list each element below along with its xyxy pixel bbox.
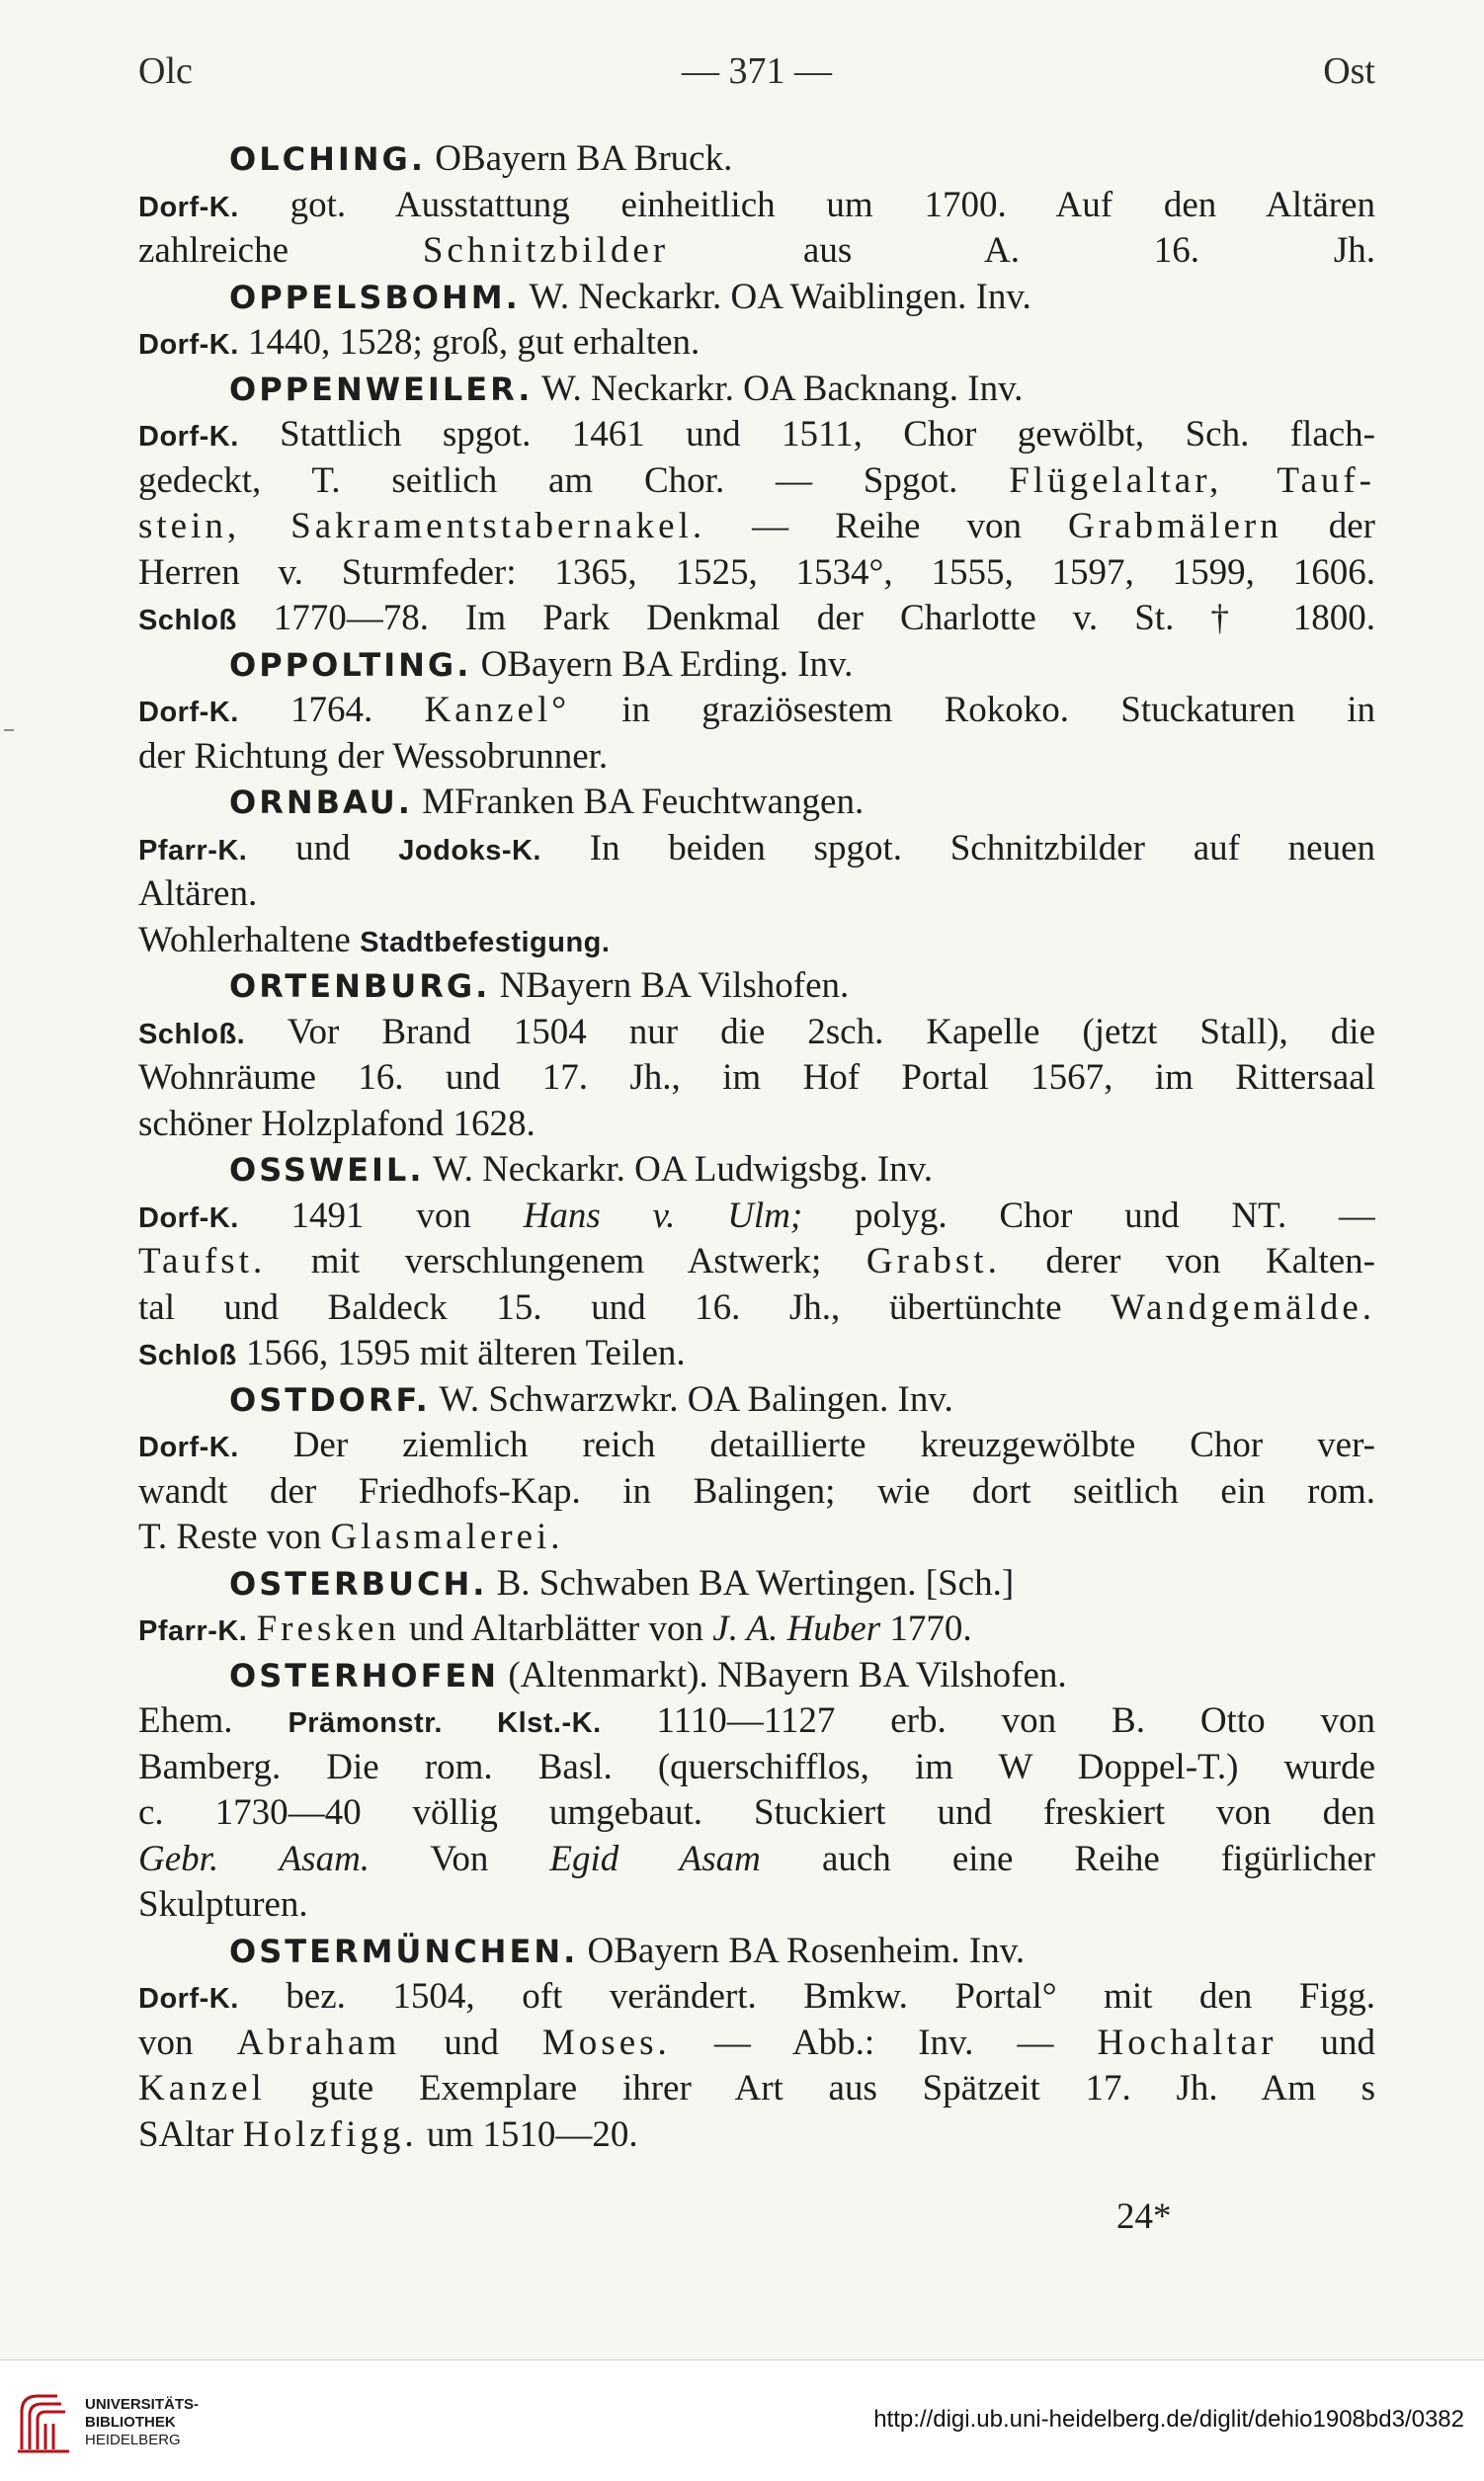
text-run: OBayern BA Bruck. bbox=[425, 138, 733, 179]
text-run: und bbox=[247, 827, 399, 868]
text-line bbox=[138, 1929, 1375, 1975]
text-line bbox=[138, 596, 1375, 642]
library-name-line2: BIBLIOTHEK bbox=[85, 2414, 176, 2431]
text-run: Ehem. bbox=[138, 1700, 289, 1741]
text-line bbox=[138, 1469, 1375, 1516]
text-run: stein, Sakramentstabernakel. bbox=[138, 506, 706, 546]
text-run: Egid Asam bbox=[549, 1838, 761, 1879]
place-name: OPPELSBOHM. bbox=[229, 278, 521, 316]
text-line bbox=[138, 734, 1375, 781]
text-run: von bbox=[138, 2022, 237, 2063]
margin-mark bbox=[4, 729, 14, 731]
keyword: Dorf-K. bbox=[138, 329, 239, 361]
text-line bbox=[138, 412, 1375, 458]
text-run: (Altenmarkt). NBayern BA Vilshofen. bbox=[499, 1654, 1067, 1695]
text-line bbox=[138, 1194, 1375, 1240]
text-line bbox=[138, 1377, 1375, 1424]
text-line bbox=[138, 183, 1375, 229]
text-run: in graziösestem Rokoko. Stuckaturen in bbox=[570, 690, 1375, 730]
text-run: OBayern BA Rosenheim. Inv. bbox=[578, 1930, 1026, 1971]
place-name: OSSWEIL. bbox=[229, 1151, 425, 1189]
text-run: 1110—1127 erb. von B. Otto von bbox=[601, 1700, 1375, 1741]
text-run: derer von Kalten- bbox=[1000, 1241, 1375, 1282]
text-run: Flügelaltar, Tauf- bbox=[1009, 459, 1375, 501]
text-run: 1566, 1595 mit älteren Teilen. bbox=[236, 1333, 686, 1373]
place-name: ORTENBURG. bbox=[229, 967, 491, 1005]
text-line bbox=[138, 1239, 1375, 1285]
page-number: — 371 — bbox=[682, 50, 832, 92]
footer-bar bbox=[0, 2360, 1484, 2481]
place-name: OSTERHOFEN bbox=[229, 1656, 500, 1695]
text-run: got. Ausstattung einheitlich um 1700. Auf den Altären bbox=[238, 184, 1375, 225]
place-name: ORNBAU. bbox=[229, 784, 413, 821]
text-run: — Abb.: Inv. — bbox=[670, 2022, 1098, 2063]
text-run: J. A. Huber bbox=[712, 1609, 881, 1649]
text-line bbox=[138, 136, 1375, 183]
text-run: Moses. bbox=[541, 2022, 671, 2063]
text-line bbox=[138, 504, 1375, 550]
text-line bbox=[138, 1561, 1375, 1608]
keyword: Schloß. bbox=[138, 1018, 246, 1050]
text-run: OBayern BA Erding. Inv. bbox=[471, 643, 854, 685]
text-run: Wohlerhaltene bbox=[138, 919, 361, 960]
text-line bbox=[138, 1698, 1375, 1745]
text-line bbox=[138, 1837, 1375, 1883]
text-run: W. Neckarkr. OA Ludwigsbg. Inv. bbox=[424, 1149, 933, 1190]
keyword: Pfarr-K. bbox=[138, 1615, 248, 1647]
text-run: In beiden spgot. Schnitzbilder auf neuen bbox=[540, 827, 1375, 868]
text-line bbox=[138, 1423, 1375, 1469]
place-name: OPPOLTING. bbox=[229, 645, 472, 684]
keyword: Jodoks-K. bbox=[398, 834, 541, 867]
text-run: Stattlich spgot. 1461 und 1511, Chor gewölbt, Sch. flach- bbox=[238, 414, 1375, 455]
text-run: 1491 von bbox=[238, 1195, 524, 1236]
text-run: 1764. bbox=[238, 690, 425, 730]
text-line bbox=[138, 780, 1375, 826]
text-run: zahlreiche bbox=[138, 230, 423, 271]
text-run: Gebr. Asam. bbox=[138, 1838, 371, 1879]
text-run: Von bbox=[370, 1838, 550, 1879]
text-run: SAltar bbox=[138, 2113, 243, 2155]
text-run: T. Reste von bbox=[138, 1517, 331, 1557]
keyword: Dorf-K. bbox=[138, 1432, 239, 1463]
text-run: MFranken BA Feuchtwangen. bbox=[412, 782, 865, 822]
keyword: Dorf-K. bbox=[138, 421, 239, 453]
keyword: Pfarr-K. bbox=[138, 834, 248, 867]
text-line bbox=[138, 1102, 1375, 1148]
text-run: Holzfigg. bbox=[242, 2113, 418, 2155]
keyword: Stadtbefestigung. bbox=[360, 926, 611, 958]
text-run: und Altarblätter von bbox=[399, 1609, 713, 1649]
text-run: polyg. Chor und NT. — bbox=[802, 1195, 1375, 1236]
keyword: Dorf-K. bbox=[138, 1983, 239, 2015]
header-right: Ost bbox=[1323, 50, 1375, 92]
text-run: Kanzel° bbox=[424, 690, 571, 730]
place-name: OPPENWEILER. bbox=[229, 370, 534, 408]
text-line bbox=[138, 1285, 1375, 1332]
text-line bbox=[138, 826, 1375, 872]
text-line bbox=[138, 2112, 1375, 2159]
text-run: Grabmälern bbox=[1068, 506, 1282, 546]
text-run: und bbox=[1277, 2022, 1375, 2063]
text-line bbox=[138, 871, 1375, 918]
text-line bbox=[138, 1745, 1375, 1791]
text-run: und bbox=[400, 2022, 542, 2063]
text-run: 1770. bbox=[880, 1609, 972, 1649]
keyword: Schloß bbox=[138, 605, 237, 636]
text-run: Herren v. Sturmfeder: 1365, 1525, 1534°, 1555, 1597, 1599, 1606. bbox=[138, 551, 1375, 593]
text-line bbox=[138, 2021, 1375, 2067]
text-line bbox=[138, 688, 1375, 734]
place-name: OSTERMÜNCHEN. bbox=[229, 1932, 579, 1970]
library-name-line3: HEIDELBERG bbox=[85, 2432, 181, 2448]
library-name-line1: UNIVERSITÄTS- bbox=[85, 2396, 200, 2413]
text-line bbox=[138, 367, 1375, 413]
text-run: Hochaltar bbox=[1097, 2022, 1278, 2063]
text-line bbox=[138, 1055, 1375, 1102]
text-line bbox=[138, 320, 1375, 367]
text-run: W. Neckarkr. OA Backnang. Inv. bbox=[533, 368, 1024, 409]
keyword: Dorf-K. bbox=[138, 1201, 239, 1234]
running-header bbox=[138, 49, 1375, 109]
text-run: Fresken bbox=[256, 1609, 400, 1649]
library-name bbox=[85, 2396, 199, 2449]
text-run: Bamberg. Die rom. Basl. (querschifflos, im W Doppel-T.) wurde bbox=[138, 1746, 1375, 1787]
text-line bbox=[138, 1882, 1375, 1929]
text-line bbox=[138, 550, 1375, 597]
text-run: Kanzel bbox=[138, 2068, 266, 2109]
keyword: Schloß bbox=[138, 1340, 237, 1371]
text-run: 1770—78. Im Park Denkmal der Charlotte v. St. † 1800. bbox=[236, 598, 1375, 638]
text-line bbox=[138, 458, 1375, 505]
text-run: Glasmalerei. bbox=[330, 1517, 564, 1557]
place-name: OLCHING. bbox=[229, 140, 426, 178]
text-run: Schnitzbilder bbox=[422, 230, 670, 271]
text-run: B. Schwaben BA Wertingen. [Sch.] bbox=[487, 1562, 1015, 1604]
signature-mark: 24* bbox=[1116, 2196, 1172, 2237]
text-run: aus A. 16. Jh. bbox=[669, 230, 1375, 271]
entries-text bbox=[138, 136, 1375, 2158]
place-name: OSTDORF. bbox=[229, 1380, 431, 1419]
text-run bbox=[247, 1609, 256, 1649]
text-run: Skulpturen. bbox=[138, 1884, 308, 1925]
text-run: auch eine Reihe figürlicher bbox=[760, 1838, 1375, 1879]
text-run: der Richtung der Wessobrunner. bbox=[138, 735, 609, 777]
text-run: schöner Holzplafond 1628. bbox=[138, 1103, 536, 1144]
text-line bbox=[138, 1653, 1375, 1699]
text-run: wandt der Friedhofs-Kap. in Balingen; wie dort seitlich ein rom. bbox=[138, 1470, 1375, 1512]
text-line bbox=[138, 1010, 1375, 1056]
header-left: Olc bbox=[138, 50, 193, 92]
text-line bbox=[138, 275, 1375, 321]
text-line bbox=[138, 1331, 1375, 1377]
library-logo-icon bbox=[14, 2378, 75, 2457]
text-line bbox=[138, 642, 1375, 689]
text-run: — Reihe von bbox=[705, 506, 1069, 546]
text-line bbox=[138, 1790, 1375, 1837]
keyword: Dorf-K. bbox=[138, 191, 239, 223]
text-run: c. 1730—40 völlig umgebaut. Stuckiert und freskiert von den bbox=[138, 1792, 1375, 1833]
text-run: Abraham bbox=[236, 2022, 401, 2063]
text-run: 1440, 1528; groß, gut erhalten. bbox=[238, 322, 701, 363]
text-run: Taufst. bbox=[138, 1241, 267, 1282]
text-line bbox=[138, 963, 1375, 1010]
text-line bbox=[138, 2066, 1375, 2112]
text-run: der bbox=[1281, 506, 1375, 546]
text-run: NBayern BA Vilshofen. bbox=[490, 965, 850, 1006]
text-run: tal und Baldeck 15. und 16. Jh., übertünchte bbox=[138, 1286, 1112, 1328]
text-run: Grabst. bbox=[866, 1241, 1001, 1282]
keyword: Dorf-K. bbox=[138, 697, 239, 728]
text-run: Vor Brand 1504 nur die 2sch. Kapelle (jetzt Stall), die bbox=[245, 1011, 1375, 1052]
text-run: bez. 1504, oft verändert. Bmkw. Portal° mit den Figg. bbox=[238, 1976, 1375, 2017]
text-run: W. Schwarzwkr. OA Balingen. Inv. bbox=[430, 1378, 953, 1420]
text-run: gedeckt, T. seitlich am Chor. — Spgot. bbox=[138, 459, 1010, 501]
keyword: Prämonstr. Klst.-K. bbox=[288, 1707, 602, 1739]
text-line bbox=[138, 1515, 1375, 1561]
text-run: Wandgemälde. bbox=[1111, 1286, 1375, 1328]
text-run: Der ziemlich reich detaillierte kreuzgewölbte Chor ver- bbox=[238, 1425, 1375, 1465]
text-run: um 1510—20. bbox=[417, 2113, 638, 2155]
place-name: OSTERBUCH. bbox=[229, 1564, 488, 1603]
text-line bbox=[138, 1607, 1375, 1653]
text-run: mit verschlungenem Astwerk; bbox=[266, 1241, 866, 1282]
source-url[interactable]: http://digi.ub.uni-heidelberg.de/diglit/dehio1908bd3/0382 bbox=[873, 2406, 1464, 2433]
text-run: Wohnräume 16. und 17. Jh., im Hof Portal 1567, im Rittersaal bbox=[138, 1057, 1375, 1098]
text-line bbox=[138, 228, 1375, 275]
text-line bbox=[138, 1147, 1375, 1194]
text-line bbox=[138, 918, 1375, 964]
text-run: Altären. bbox=[138, 873, 258, 914]
text-run: Hans v. Ulm; bbox=[523, 1195, 803, 1236]
text-line bbox=[138, 1974, 1375, 2021]
text-run: gute Exemplare ihrer Art aus Spätzeit 17. Jh. Am s bbox=[265, 2068, 1375, 2109]
text-run: W. Neckarkr. OA Waiblingen. Inv. bbox=[520, 276, 1031, 317]
